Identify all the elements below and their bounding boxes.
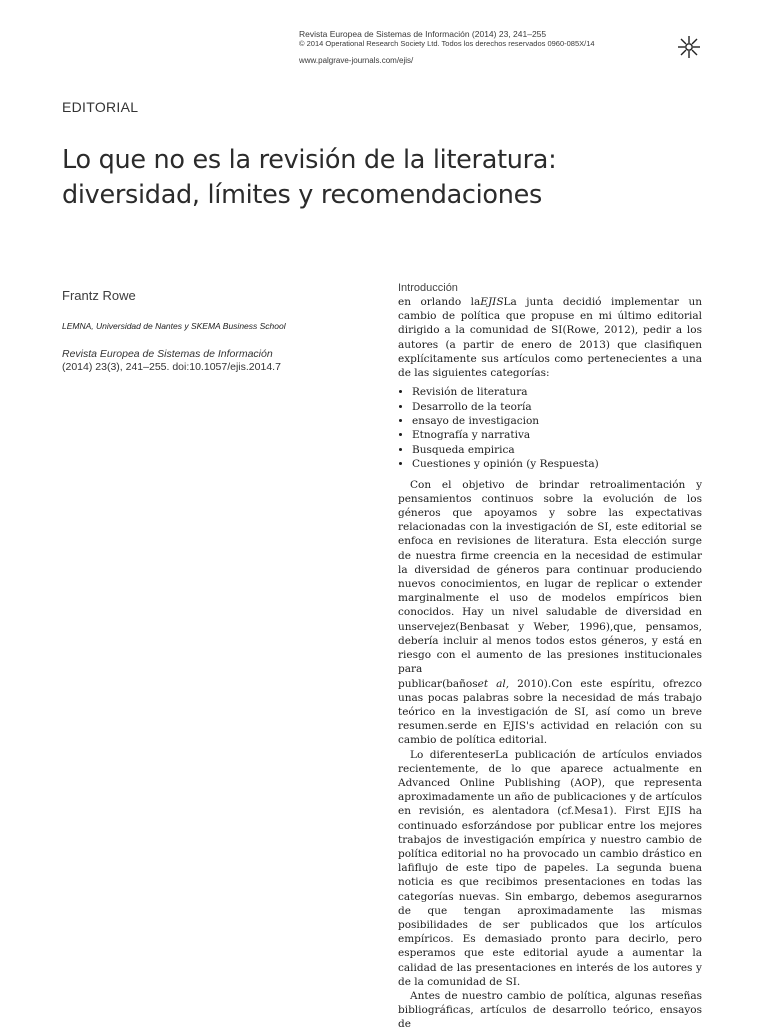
intro-subheading: Introducción	[398, 282, 458, 294]
author-affiliation: LEMNA, Universidad de Nantes y SKEMA Business School	[62, 321, 286, 331]
list-item: • Revisión de literatura	[412, 385, 702, 399]
category-list	[398, 385, 702, 471]
list-item: • Etnografía y narrativa	[412, 428, 702, 442]
citation-details: (2014) 23(3), 241–255. doi:10.1057/ejis.2014.7	[62, 361, 281, 373]
author-name: Frantz Rowe	[62, 288, 136, 303]
list-item: • Cuestiones y opinión (y Respuesta)	[412, 457, 702, 471]
title-line-2: diversidad, límites y recomendaciones	[62, 180, 542, 210]
title-line-1: Lo que no es la revisión de la literatura:	[62, 145, 557, 175]
intro-paragraph: en orlando laEJISLa junta decidió implementar un cambio de política que propuse en mi último editorial dirigido a la comunidad de SI(Rowe, 2012), pedir a los autores (a partir de enero de 2013) que clasifiquen explícitamente sus artículos como pertenecientes a una de las siguientes categorías:	[398, 296, 702, 380]
star-burst-logo-icon	[678, 36, 700, 58]
body-paragraph: Antes de nuestro cambio de política, algunas reseñas bibliográficas, artículos de desarrollo teórico, ensayos de	[398, 989, 702, 1031]
journal-citation	[62, 348, 281, 374]
list-item: • ensayo de investigacion	[412, 414, 702, 428]
journal-name: Revista Europea de Sistemas de Información	[62, 348, 273, 360]
body-paragraph: Lo diferenteserLa publicación de artículos enviados recientemente, de lo que aparece actualmente en Advanced Online Publishing (AOP), que representa aproximadamente un año de publicaciones y de artículos en revisión, es alentadora (cf.Mesa1). First EJIS ha continuado esforzándose por publicar entre los mejores trabajos de investigación empírica y nuestro cambio de política editorial no ha provocado un cambio drástico en lafiflujo de este tipo de papeles. La segunda buena noticia es que recibimos presentaciones en todas las categorías nuevas. Sin embargo, debemos asegurarnos de que tengan aproximadamente las mismas posibilidades de ser publicados que los artículos empíricos. Es demasiado pronto para decirlo, pero esperamos que este editorial ayude a aumentar la calidad de las presentaciones en interés de los autores y de la comunidad de SI.	[398, 748, 702, 988]
list-item: • Desarrollo de la teoría	[412, 400, 702, 414]
running-header	[299, 29, 639, 65]
body-paragraph: Con el objetivo de brindar retroalimentación y pensamientos continuos sobre la evolución de los géneros que apoyamos y sobre las expectativas relacionadas con la investigación de SI, este editorial se enfoca en revisiones de literatura. Esta elección surge de nuestra firme creencia en la necesidad de estimular la diversidad de géneros para continuar produciendo nuevos conocimientos, en lugar de replicar o extender marginalmente el uso de modelos empíricos bien conocidos. Hay un nivel saludable de diversidad en unservejez(Benbasat y Weber, 1996),que, pensamos, debería incluir al menos todos estos géneros, y está en riesgo con el aumento de las presiones institucionales para	[398, 478, 702, 676]
list-item: • Busqueda empirica	[412, 443, 702, 457]
body-paragraph: publicar(bañoset al, 2010).Con este espíritu, ofrezco unas pocas palabras sobre la necesidad de más trabajo teórico en la investigación de SI, así como un breve resumen.serde en EJIS's actividad en relación con su cambio de política editorial.	[398, 677, 703, 747]
article-title	[62, 143, 722, 213]
body-column	[398, 282, 702, 1032]
section-label: EDITORIAL	[62, 99, 139, 115]
journal-header-line: Revista Europea de Sistemas de Información (2014) 23, 241–255	[299, 29, 547, 39]
journal-url[interactable]: www.palgrave-journals.com/ejis/	[299, 56, 414, 65]
copyright-line: © 2014 Operational Research Society Ltd. Todos los derechos reservados 0960-085X/14	[299, 39, 595, 48]
